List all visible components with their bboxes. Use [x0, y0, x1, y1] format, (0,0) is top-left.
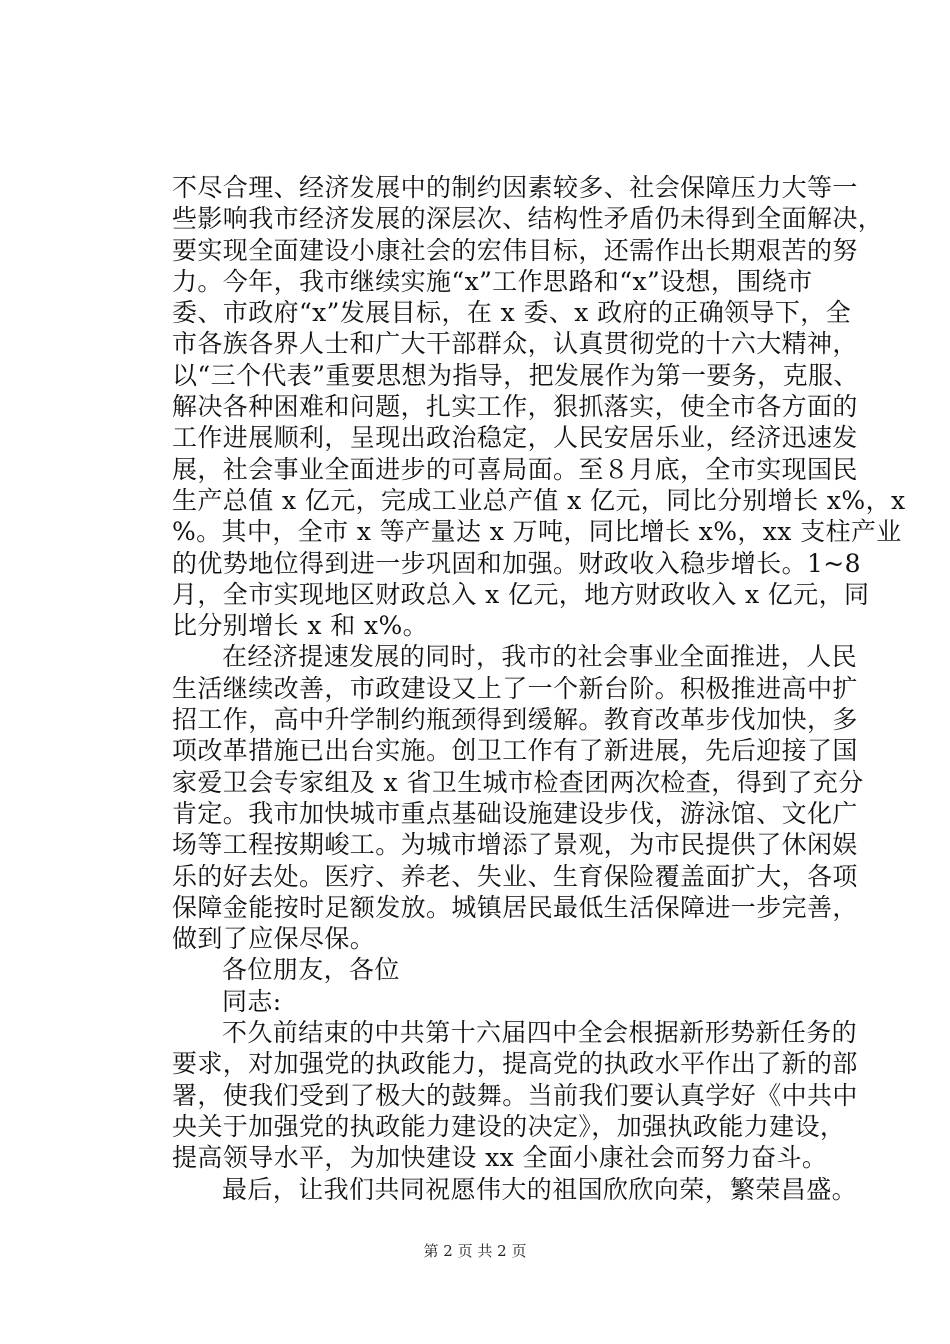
text-line: 最后，让我们共同祝愿伟大的祖国欣欣向荣，繁荣昌盛。 — [222, 1174, 858, 1204]
paragraph — [172, 1174, 858, 1205]
text-line: 家爱卫会专家组及 x 省卫生城市检查团两次检查，得到了充分 — [172, 767, 864, 797]
text-line: 的优势地位得到进一步巩固和加强。财政收入稳步增长。1~8 — [172, 548, 861, 578]
text-line: 工作进展顺利，呈现出政治稳定，人民安居乐业，经济迅速发 — [172, 423, 858, 453]
text-line: 做到了应保尽保。 — [172, 924, 376, 954]
paragraph — [172, 1017, 858, 1173]
page-footer: 第 2 页 共 2 页 — [423, 1242, 527, 1260]
text-line: 委、市政府“x”发展目标，在 x 委、x 政府的正确领导下，全 — [172, 298, 852, 328]
text-line: 展，社会事业全面进步的可喜局面。至８月底，全市实现国民 — [172, 454, 858, 484]
text-line: 提高领导水平，为加快建设 xx 全面小康社会而努力奋斗。 — [172, 1143, 828, 1173]
text-line: 些影响我市经济发展的深层次、结构性矛盾仍未得到全面解决， — [172, 204, 884, 234]
text-line: 不尽合理、经济发展中的制约因素较多、社会保障压力大等一 — [172, 173, 858, 202]
paragraph — [172, 986, 812, 1017]
text-line: 同志: — [222, 986, 282, 1016]
text-line: 生产总值 x 亿元，完成工业总产值 x 亿元，同比分别增长 x%，x — [172, 485, 906, 515]
text-line: 要实现全面建设小康社会的宏伟目标，还需作出长期艰苦的努 — [172, 235, 858, 265]
text-line: 解决各种困难和问题，扎实工作，狠抓落实，使全市各方面的 — [172, 392, 858, 422]
text-line: 招工作，高中升学制约瓶颈得到缓解。教育改革步伐加快，多 — [172, 705, 858, 735]
text-line: %。其中，全市 x 等产量达 x 万吨，同比增长 x%，xx 支柱产业 — [172, 517, 902, 547]
paragraph — [172, 172, 906, 641]
text-line: 力。今年，我市继续实施“x”工作思路和“x”设想，围绕市 — [172, 266, 813, 296]
document-body — [172, 172, 906, 1205]
text-line: 肯定。我市加快城市重点基础设施建设步伐，游泳馆、文化广 — [172, 798, 858, 828]
text-line: 乐的好去处。医疗、养老、失业、生育保险覆盖面扩大，各项 — [172, 861, 858, 891]
text-line: 保障金能按时足额发放。城镇居民最低生活保障进一步完善， — [172, 892, 858, 922]
text-line: 在经济提速发展的同时，我市的社会事业全面推进，人民 — [222, 642, 858, 672]
text-line: 市各族各界人士和广大干部群众，认真贯彻党的十六大精神， — [172, 329, 858, 359]
text-line: 央关于加强党的执政能力建设的决定》，加强执政能力建设， — [172, 1111, 846, 1141]
text-line: 项改革措施已出台实施。创卫工作有了新进展，先后迎接了国 — [172, 736, 858, 766]
text-line: 生活继续改善，市政建设又上了一个新台阶。积极推进高中扩 — [172, 673, 858, 703]
text-line: 署，使我们受到了极大的鼓舞。当前我们要认真学好《中共中 — [172, 1080, 858, 1110]
text-line: 各位朋友，各位 — [222, 955, 400, 985]
text-line: 场等工程按期峻工。为城市增添了景观，为市民提供了休闲娱 — [172, 830, 858, 860]
text-line: 不久前结束的中共第十六届四中全会根据新形势新任务的 — [222, 1018, 858, 1048]
text-line: 月，全市实现地区财政总入 x 亿元，地方财政收入 x 亿元，同 — [172, 579, 870, 609]
text-line: 以“三个代表”重要思想为指导，把发展作为第一要务，克服、 — [172, 360, 859, 390]
text-line: 要求，对加强党的执政能力，提高党的执政水平作出了新的部 — [172, 1049, 858, 1079]
paragraph — [172, 954, 812, 985]
paragraph — [172, 641, 864, 954]
text-line: 比分别增长 x 和 x%。 — [172, 611, 428, 641]
